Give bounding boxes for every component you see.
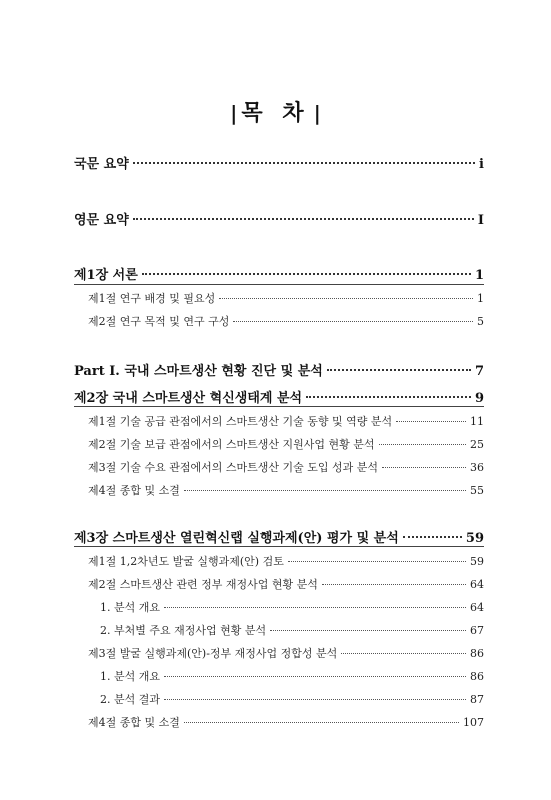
toc-entry-chapter-1[interactable] [74, 264, 484, 283]
section-divider [74, 406, 484, 407]
leader-dots [133, 162, 475, 164]
toc-page-number: I [477, 213, 484, 228]
toc-label: 국문 요약 [74, 157, 129, 172]
toc-label: 제2절 기술 보급 관점에서의 스마트생산 지원사업 현황 분석 [88, 438, 375, 451]
toc-label: 제1절 1,2차년도 발굴 실행과제(안) 검토 [88, 555, 284, 568]
toc-page-number: 7 [474, 364, 484, 379]
toc-entry-chapter-3[interactable] [74, 527, 484, 546]
toc-title [0, 96, 551, 127]
toc-label: 제3절 발굴 실행과제(안)-정부 재정사업 정합성 분석 [88, 647, 338, 660]
leader-dots [219, 298, 473, 299]
toc-entry-ch3-sec1[interactable] [88, 553, 484, 569]
toc-page-number: 1 [477, 292, 484, 305]
section-divider [74, 546, 484, 547]
toc-label: 제3장 스마트생산 열린혁신랩 실행과제(안) 평가 및 분석 [74, 531, 399, 546]
toc-entry-ch1-sec2[interactable] [88, 313, 484, 329]
toc-page-number: i [479, 157, 484, 172]
toc-label: 제1장 서론 [74, 268, 138, 283]
leader-dots [184, 490, 466, 491]
leader-dots [270, 630, 466, 631]
toc-label: Part I. 국내 스마트생산 현황 진단 및 분석 [74, 364, 323, 379]
title-bar-right: | [313, 101, 321, 125]
toc-page-number: 11 [470, 415, 484, 428]
toc-page-number: 1 [474, 268, 484, 283]
toc-label: 제1절 연구 배경 및 필요성 [88, 292, 216, 305]
toc-entry-ch2-sec3[interactable] [88, 459, 484, 475]
toc-page-number: 86 [470, 647, 484, 660]
toc-entry-ch2-sec2[interactable] [88, 436, 484, 452]
leader-dots [233, 321, 473, 322]
leader-dots [327, 369, 471, 371]
leader-dots [341, 653, 466, 654]
toc-page-number: 59 [470, 555, 484, 568]
toc-label: 1. 분석 개요 [100, 670, 160, 683]
leader-dots [396, 421, 466, 422]
toc-page-number: 86 [470, 670, 484, 683]
toc-label: 제1절 기술 공급 관점에서의 스마트생산 기술 동향 및 역량 분석 [88, 415, 393, 428]
toc-label: 제4절 종합 및 소결 [88, 716, 180, 729]
toc-page-number: 9 [474, 391, 484, 406]
toc-label: 제2절 연구 목적 및 연구 구성 [88, 315, 230, 328]
leader-dots [164, 699, 466, 700]
leader-dots [133, 218, 474, 220]
leader-dots [142, 273, 471, 275]
toc-page-number: 55 [470, 484, 484, 497]
leader-dots [379, 444, 467, 445]
toc-entry-ch3-sec2-item1[interactable] [100, 599, 484, 615]
leader-dots [164, 676, 466, 677]
leader-dots [288, 561, 466, 562]
title-bar-left: | [230, 101, 238, 125]
toc-entry-ch1-sec1[interactable] [88, 290, 484, 306]
toc-label: 제2절 스마트생산 관련 정부 재정사업 현황 분석 [88, 578, 318, 591]
toc-label: 2. 분석 결과 [100, 693, 160, 706]
leader-dots [306, 396, 471, 398]
leader-dots [184, 722, 459, 723]
toc-label: 제4절 종합 및 소결 [88, 484, 180, 497]
toc-entry-english-summary[interactable] [74, 209, 484, 228]
toc-page-number: 36 [470, 461, 484, 474]
toc-entry-ch2-sec4[interactable] [88, 482, 484, 498]
toc-entry-ch3-sec3-item1[interactable] [100, 668, 484, 684]
toc-entry-ch3-sec3-item2[interactable] [100, 691, 484, 707]
toc-page-number: 64 [470, 601, 484, 614]
leader-dots [164, 607, 466, 608]
toc-page-number: 107 [463, 716, 484, 729]
toc-entry-ch3-sec2[interactable] [88, 576, 484, 592]
toc-page-number: 64 [470, 578, 484, 591]
toc-label: 영문 요약 [74, 213, 129, 228]
toc-label: 제2장 국내 스마트생산 혁신생태계 분석 [74, 391, 303, 406]
toc-entry-ch3-sec3[interactable] [88, 645, 484, 661]
toc-label: 2. 부처별 주요 재정사업 현황 분석 [100, 624, 267, 637]
toc-page-number: 59 [465, 531, 484, 546]
toc-entry-ch3-sec2-item2[interactable] [100, 622, 484, 638]
toc-entry-ch3-sec4[interactable] [88, 714, 484, 730]
section-divider [74, 284, 484, 285]
leader-dots [382, 467, 466, 468]
toc-label: 제3절 기술 수요 관점에서의 스마트생산 기술 도입 성과 분석 [88, 461, 378, 474]
title-text: 목 차 [241, 100, 310, 126]
toc-entry-chapter-2[interactable] [74, 387, 484, 406]
toc-entry-ch2-sec1[interactable] [88, 413, 484, 429]
toc-page-number: 67 [470, 624, 484, 637]
toc-page-number: 5 [477, 315, 484, 328]
leader-dots [403, 536, 462, 538]
toc-label: 1. 분석 개요 [100, 601, 160, 614]
toc-entry-korean-summary[interactable] [74, 153, 484, 172]
leader-dots [322, 584, 466, 585]
toc-page-number: 87 [470, 693, 484, 706]
toc-entry-part-1[interactable] [74, 360, 484, 379]
toc-page-number: 25 [470, 438, 484, 451]
